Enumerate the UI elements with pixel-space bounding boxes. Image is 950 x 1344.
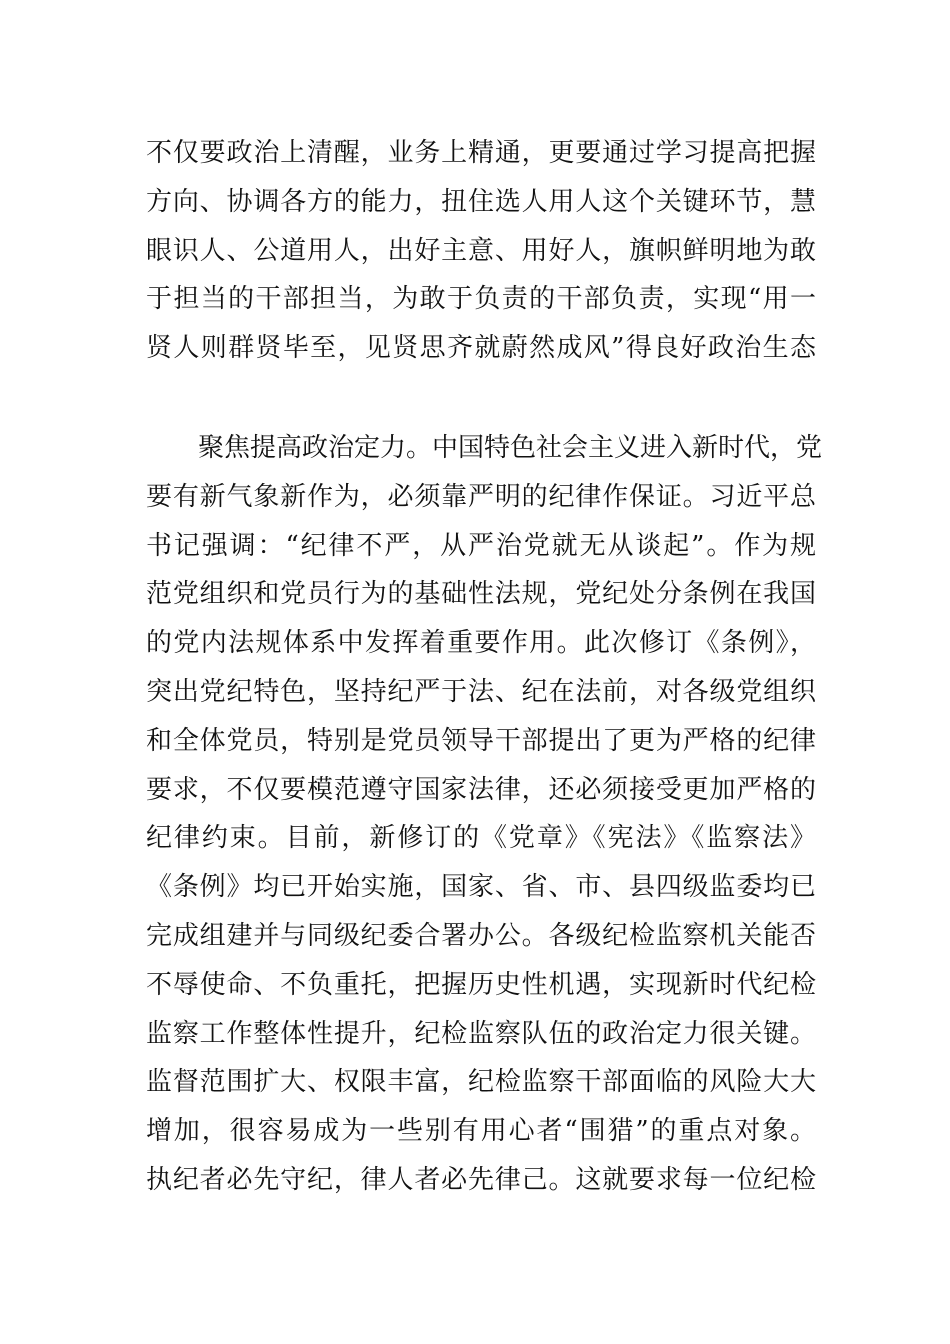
paragraph-line: 纪律约束。目前，新修订的《党章》《宪法》《监察法》 bbox=[146, 823, 816, 854]
paragraph-line: 完成组建并与同级纪委合署办公。各级纪检监察机关能否 bbox=[146, 920, 816, 951]
paragraph-line: 和全体党员，特别是党员领导干部提出了更为严格的纪律 bbox=[146, 725, 816, 756]
paragraph-line: 贤人则群贤毕至，见贤思齐就蔚然成风”得良好政治生态 bbox=[146, 333, 816, 364]
paragraph-line: 要求，不仅要模范遵守国家法律，还必须接受更加严格的 bbox=[146, 774, 816, 805]
paragraph-1 bbox=[146, 129, 816, 373]
paragraph-line: 突出党纪特色，坚持纪严于法、纪在法前，对各级党组织 bbox=[146, 676, 816, 707]
paragraph-line: 聚焦提高政治定力。中国特色社会主义进入新时代，党 bbox=[146, 433, 823, 463]
paragraph-line: 《条例》均已开始实施，国家、省、市、县四级监委均已 bbox=[146, 872, 816, 903]
paragraph-line: 眼识人、公道用人，出好主意、用好人，旗帜鲜明地为敢 bbox=[146, 235, 816, 266]
paragraph-line: 执纪者必先守纪，律人者必先律己。这就要求每一位纪检 bbox=[146, 1164, 816, 1195]
paragraph-line: 监察工作整体性提升，纪检监察队伍的政治定力很关键。 bbox=[146, 1018, 816, 1049]
paragraph-line: 监督范围扩大、权限丰富，纪检监察干部面临的风险大大 bbox=[146, 1067, 816, 1098]
paragraph-line: 方向、协调各方的能力，扭住选人用人这个关键环节，慧 bbox=[146, 186, 816, 217]
paragraph-line: 不辱使命、不负重托，把握历史性机遇，实现新时代纪检 bbox=[146, 969, 816, 1000]
paragraph-line: 要有新气象新作为，必须靠严明的纪律作保证。习近平总 bbox=[146, 481, 816, 512]
paragraph-2 bbox=[146, 424, 823, 1205]
paragraph-line: 书记强调：“纪律不严，从严治党就无从谈起”。作为规 bbox=[146, 530, 816, 561]
paragraph-line: 不仅要政治上清醒，业务上精通，更要通过学习提高把握 bbox=[146, 138, 816, 168]
paragraph-line: 范党组织和党员行为的基础性法规，党纪处分条例在我国 bbox=[146, 579, 816, 610]
paragraph-line: 增加，很容易成为一些别有用心者“围猎”的重点对象。 bbox=[146, 1116, 816, 1147]
paragraph-line: 的党内法规体系中发挥着重要作用。此次修订《条例》， bbox=[146, 628, 816, 659]
paragraph-line: 于担当的干部担当，为敢于负责的干部负责，实现“用一 bbox=[146, 284, 816, 315]
